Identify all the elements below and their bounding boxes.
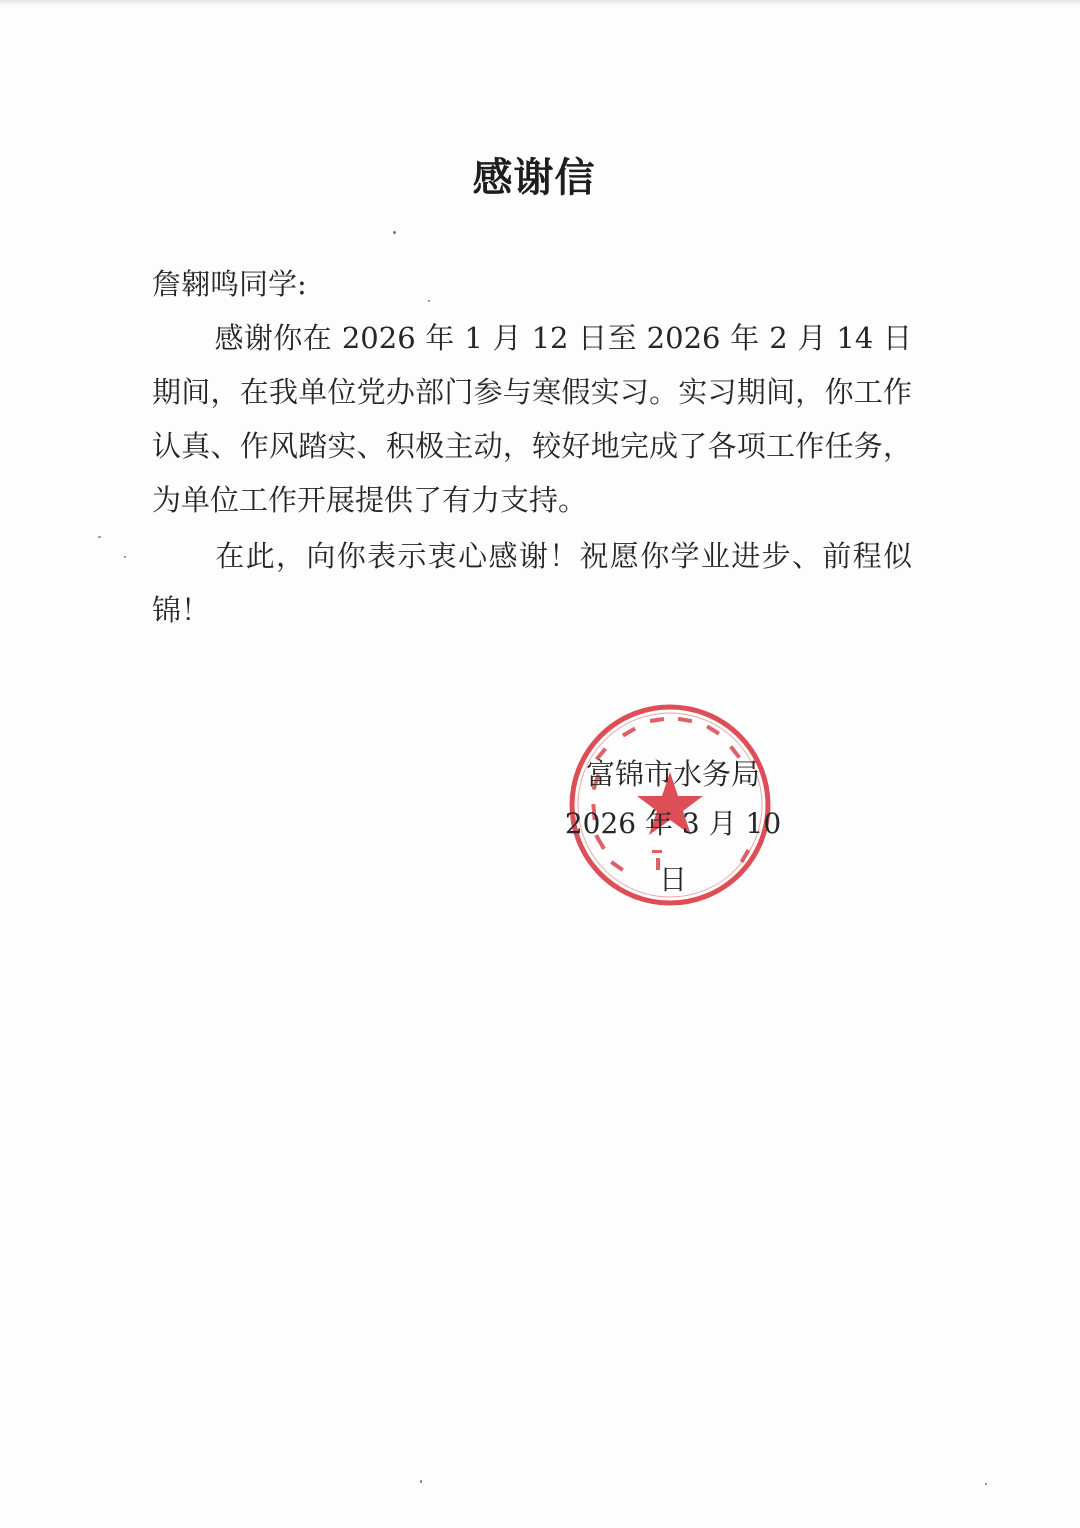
scan-speck [98,536,101,538]
scan-speck [393,231,396,234]
scan-speck [985,1483,987,1485]
body-paragraph-2 [152,529,912,637]
salutation: 詹翱鸣同学: [152,267,307,301]
letter-title: 感谢信 [472,154,596,201]
signature-organization: 富锦市水务局 [585,757,760,791]
signature-block [548,752,798,908]
scan-speck [124,556,126,558]
body-paragraph-1 [152,311,912,527]
scan-edge [0,0,1080,6]
signature-date: 2026 年 3 月 10 日 [564,807,782,896]
body-paragraph-1-text: 感谢你在 2026 年 1 月 12 日至 2026 年 2 月 14 日期间，在我单位党办部门参与寒假实习。实习期间，你工作认真、作风踏实、积极主动，较好地完成了各项工作任务，为单位工作开展提供了有力支持。 [152,321,912,517]
body-paragraph-2-text: 在此，向你表示衷心感谢！祝愿你学业进步、前程似锦！ [152,539,912,627]
scan-speck [428,300,430,302]
scan-speck [420,1480,422,1483]
